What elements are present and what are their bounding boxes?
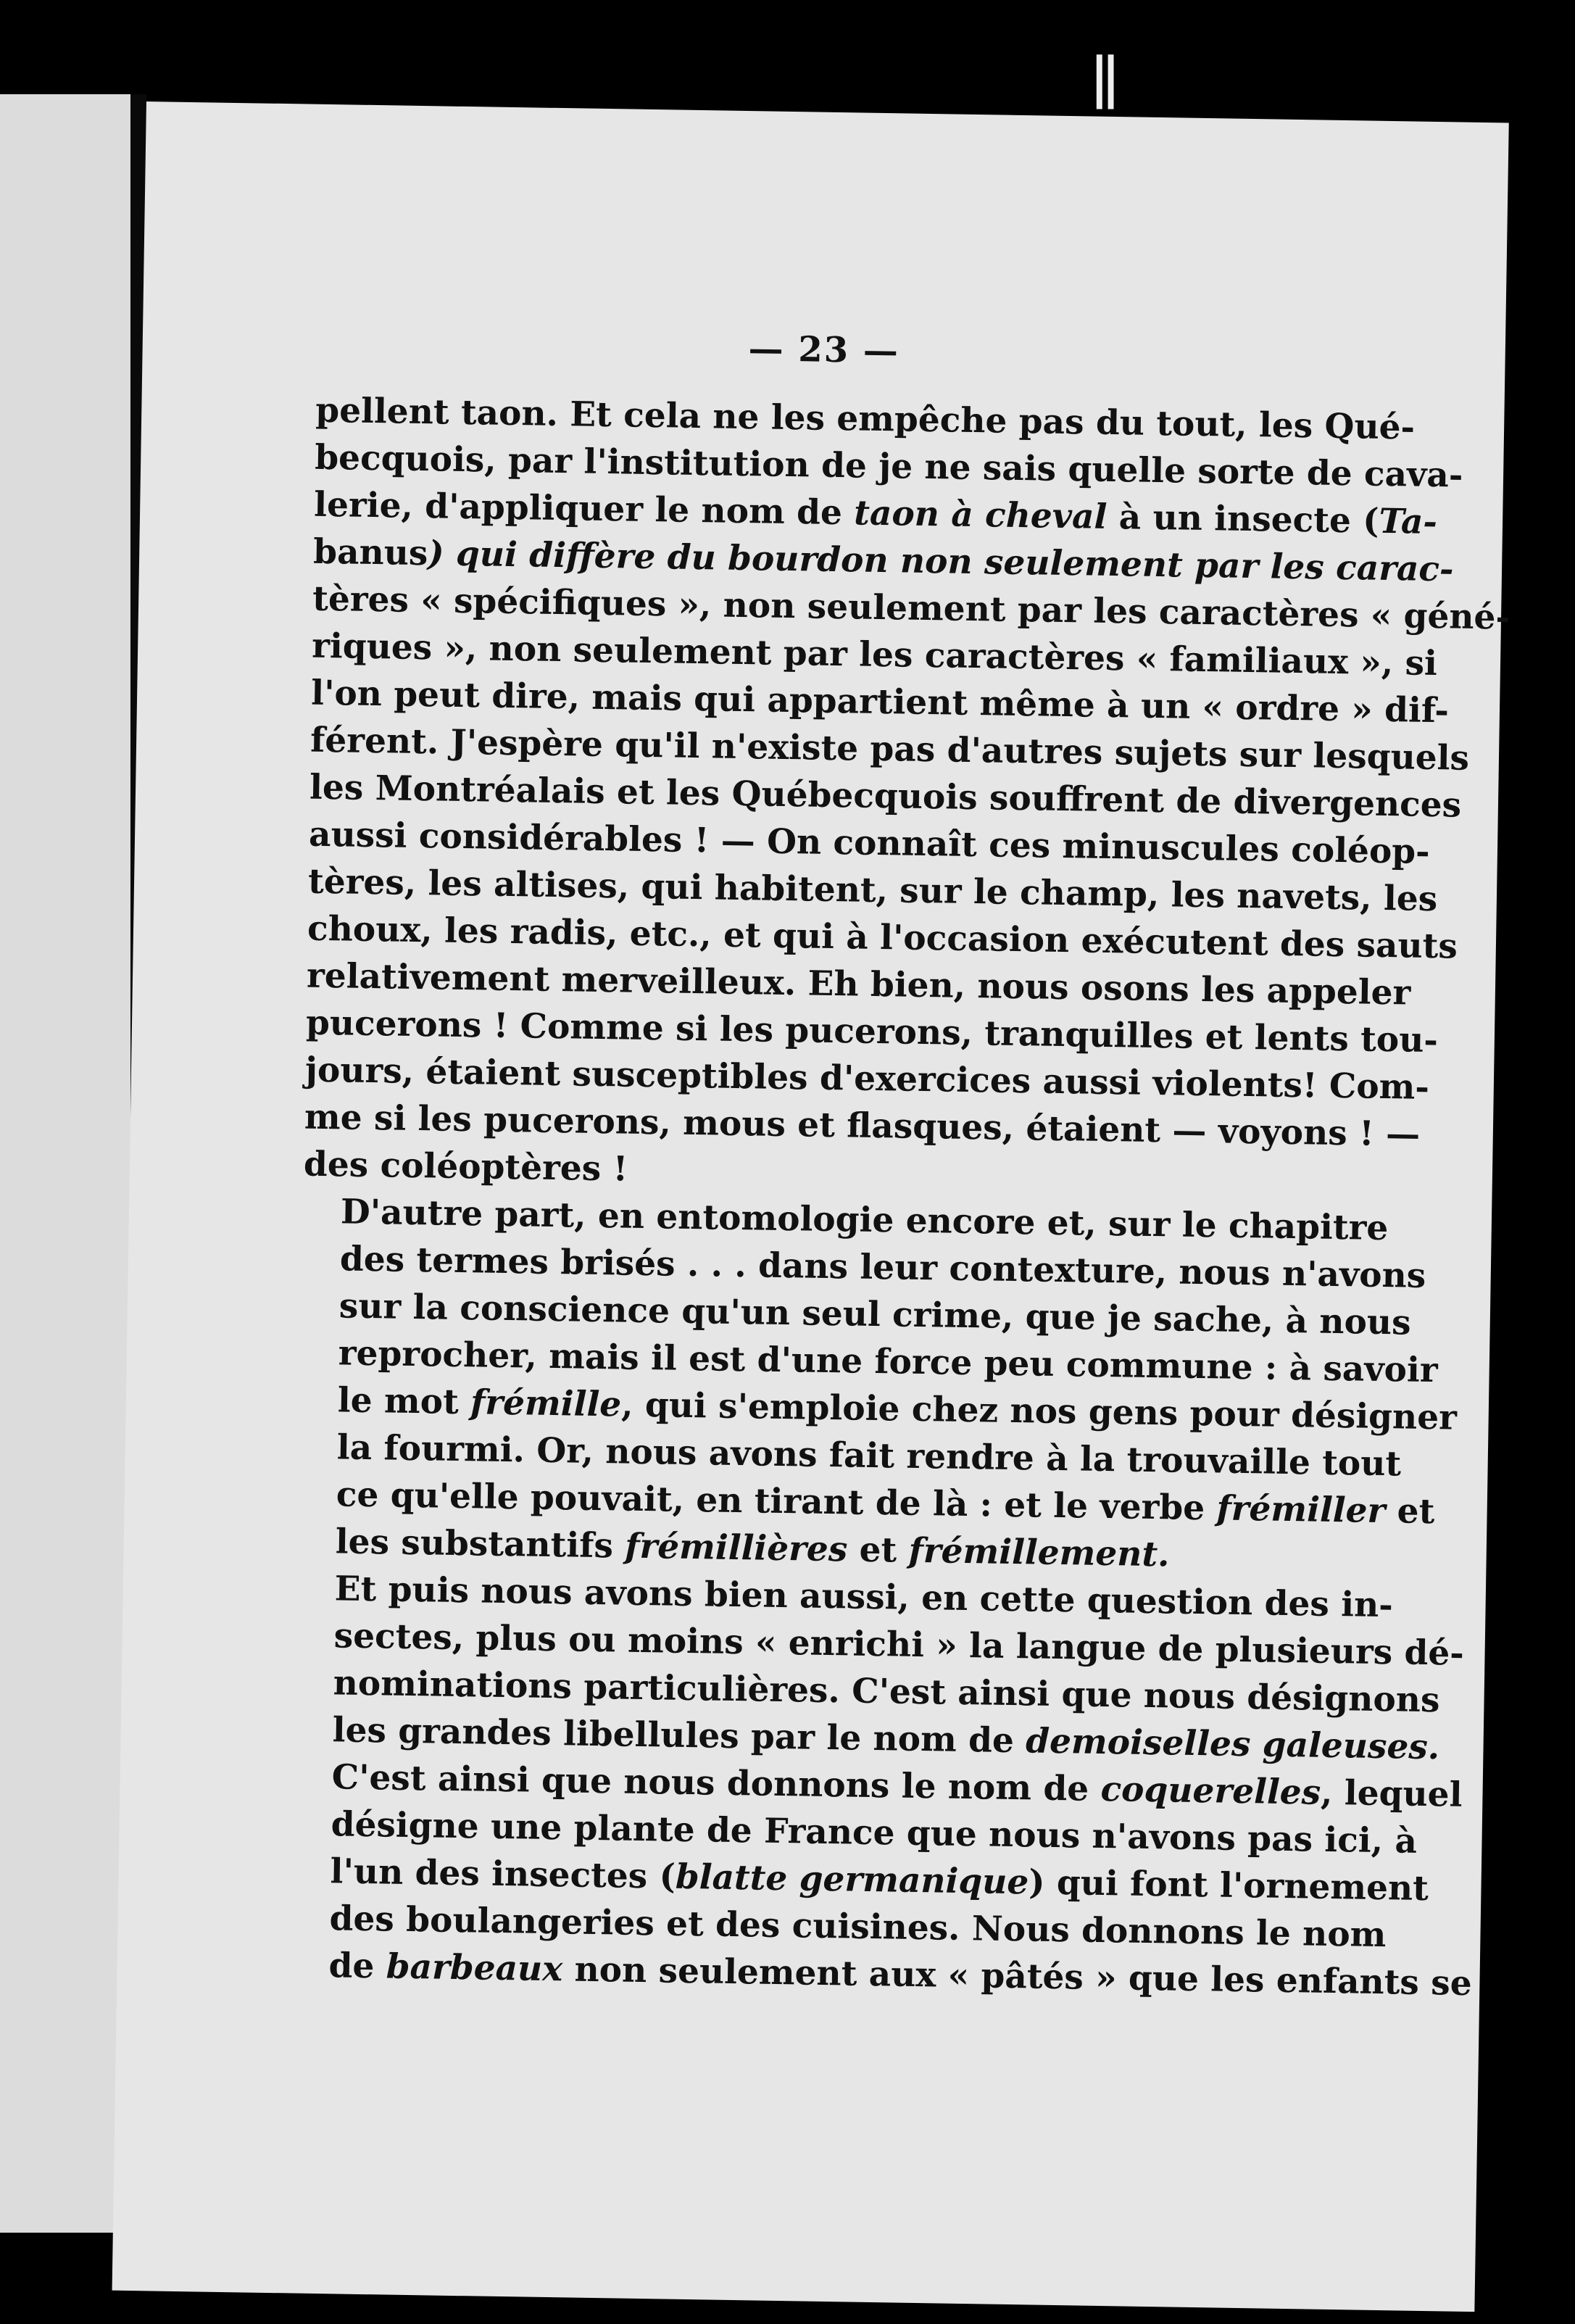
text-line: des coléoptères ! — [303, 1144, 628, 1190]
text-line: becquois, par l'institution de je ne sais quelle sorte de cava- — [314, 437, 1463, 496]
previous-page-edge — [0, 94, 130, 2233]
text-line: choux, les radis, etc., et qui à l'occasion exécutent des sauts — [307, 908, 1458, 967]
text-line: reprocher, mais il est d'une force peu commune : à savoir — [338, 1333, 1439, 1391]
text-line: les substantifs frémillières et frémillement. — [335, 1522, 1170, 1575]
text-line: pucerons ! Comme si les pucerons, tranquilles et lents tou- — [305, 1003, 1439, 1061]
text-line: Et puis nous avons bien aussi, en cette question des in- — [334, 1569, 1394, 1626]
paragraph — [291, 1565, 1473, 2005]
text-line: aussi considérables ! — On connaît ces minuscules coléop- — [308, 814, 1431, 872]
book-page — [112, 101, 1509, 2312]
text-line: C'est ainsi que nous donnons le nom de coquerelles, lequel — [331, 1757, 1463, 1815]
text-line: des boulangeries et des cuisines. Nous donnons le nom — [329, 1898, 1387, 1956]
text-line: ce qu'elle pouvait, en tirant de là : et le verbe frémiller et — [336, 1474, 1435, 1532]
text-line: riques », non seulement par les caractères « familiaux », si — [311, 626, 1438, 684]
text-line: relativement merveilleux. Eh bien, nous osons les appeler — [306, 955, 1411, 1013]
text-line: les Montréalais et les Québecquois souffrent de divergences — [309, 767, 1462, 826]
text-line: tères « spécifiques », non seulement par les caractères « géné- — [312, 578, 1510, 638]
text-line: pellent taon. Et cela ne les empêche pas du tout, les Qué- — [315, 390, 1416, 448]
text-line: sectes, plus ou moins « enrichi » la langue de plusieurs dé- — [333, 1616, 1465, 1674]
text-line: l'un des insectes (blatte germanique) qui font l'ornement — [330, 1851, 1429, 1909]
text-line: D'autre part, en entomologie encore et, sur le chapitre — [340, 1192, 1389, 1249]
text-line: lerie, d'appliquer le nom de taon à cheval à un insecte (Ta- — [313, 484, 1438, 543]
text-line: sur la conscience qu'un seul crime, que je sache, à nous — [338, 1286, 1411, 1343]
text-line: le mot frémille, qui s'emploie chez nos gens pour désigner — [337, 1380, 1458, 1438]
text-line: nominations particulières. C'est ainsi que nous désignons — [333, 1663, 1440, 1721]
corner-mark: ǁ — [1091, 43, 1120, 111]
text-line: tères, les altises, qui habitent, sur le champ, les navets, les — [307, 861, 1438, 920]
text-line: l'on peut dire, mais qui appartient même à un « ordre » dif- — [310, 673, 1450, 731]
paragraph — [297, 1188, 1458, 1581]
text-line: les grandes libellules par le nom de demoiselles galeuses. — [332, 1710, 1440, 1768]
paragraph — [303, 387, 1510, 1204]
text-line: banus) qui diffère du bourdon non seulement par les carac- — [312, 531, 1454, 590]
text-line: la fourmi. Or, nous avons fait rendre à la trouvaille tout — [336, 1427, 1402, 1485]
text-line: désigne une plante de France que nous n'avons pas ici, à — [331, 1804, 1418, 1862]
text-line: férent. J'espère qu'il n'existe pas d'autres sujets sur lesquels — [309, 720, 1470, 779]
text-line: des termes brisés . . . dans leur contexture, nous n'avons — [339, 1239, 1426, 1296]
text-line: me si les pucerons, mous et flasques, étaient — voyons ! — — [304, 1097, 1421, 1155]
text-line: de barbeaux non seulement aux « pâtés » que les enfants se — [328, 1946, 1473, 2004]
page-number: — 23 — — [748, 328, 900, 372]
body-text — [291, 387, 1510, 2004]
text-line: jours, étaient susceptibles d'exercices aussi violents! Com- — [304, 1050, 1430, 1108]
